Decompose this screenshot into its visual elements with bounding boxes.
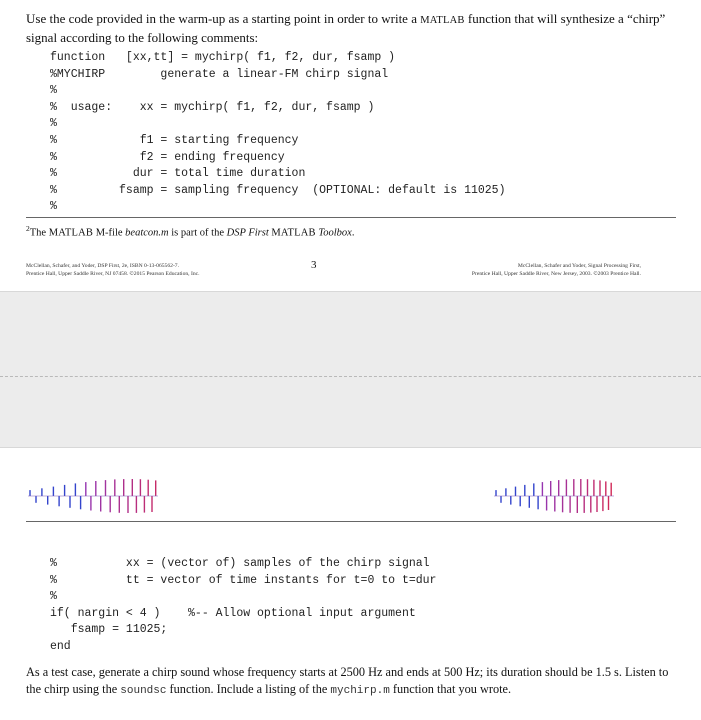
footnote-rule bbox=[26, 217, 676, 218]
code-block-top bbox=[50, 50, 505, 216]
code-line: % xx = (vector of) samples of the chirp signal bbox=[50, 557, 430, 570]
chirp-waveform-right bbox=[494, 474, 614, 520]
task-paragraph: As a test case, generate a chirp sound whose frequency starts at 2500 Hz and ends at 500 Hz; its duration should be 1.5 s. Listen to the chirp using the soundsc function. Include a listing of the mychirp.m function that you wrote. bbox=[26, 665, 669, 697]
page-break-divider bbox=[0, 376, 701, 377]
code-block-bottom bbox=[50, 556, 436, 656]
footer-left: McClellan, Schafer, and Yoder, DSP First, 2e, ISBN 0-13-065562-7. Prentice Hall, Upper Saddle River, NJ 07458. ©2015 Pearson Education, Inc. bbox=[26, 263, 200, 277]
code-line: fsamp = 11025; bbox=[50, 623, 168, 637]
intro-text-end: function that will synthesize a “chirp” signal according to the following comments: bbox=[26, 11, 666, 45]
code-line: if( nargin < 4 ) %-- Allow optional input argument bbox=[50, 606, 416, 620]
intro-matlab: MATLAB bbox=[420, 15, 465, 26]
code-line: % f1 = starting frequency bbox=[50, 133, 299, 147]
code-line: % bbox=[50, 590, 57, 604]
document-page-top bbox=[0, 0, 701, 292]
code-line: % bbox=[50, 200, 57, 214]
code-line: % dur = total time duration bbox=[50, 167, 306, 181]
intro-paragraph bbox=[26, 10, 676, 46]
footnote: $^2$The MATLAB M-file beatcon.m is part of the DSP First MATLAB Toolbox. bbox=[26, 224, 355, 239]
header-rule bbox=[26, 521, 676, 522]
code-line: % fsamp = sampling frequency (OPTIONAL: default is 11025) bbox=[50, 183, 506, 197]
intro-text: Use the code provided in the warm-up as a starting point in order to write a bbox=[26, 11, 421, 26]
soundsc-code: soundsc bbox=[120, 685, 167, 697]
mychirp-code: mychirp.m bbox=[330, 685, 390, 697]
code-line: % f2 = ending frequency bbox=[50, 150, 285, 164]
code-line: %MYCHIRP generate a linear-FM chirp signal bbox=[50, 67, 389, 81]
footer-right: McClellan, Schafer and Yoder, Signal Processing First, Prentice Hall, Upper Saddle River, New Jersey, 2003. ©2003 Prentice Hall. bbox=[471, 263, 641, 277]
code-line: % tt = vector of time instants for t=0 to t=dur bbox=[50, 573, 437, 587]
chirp-waveform-left bbox=[28, 474, 158, 520]
code-line: % bbox=[50, 84, 57, 98]
page-number: 3 bbox=[311, 259, 317, 271]
code-line: % bbox=[50, 117, 57, 131]
code-line: % usage: xx = mychirp( f1, f2, dur, fsamp ) bbox=[50, 100, 375, 114]
code-line: function [xx,tt] = mychirp( f1, f2, dur, fsamp ) bbox=[50, 51, 396, 64]
code-line: end bbox=[50, 639, 71, 653]
